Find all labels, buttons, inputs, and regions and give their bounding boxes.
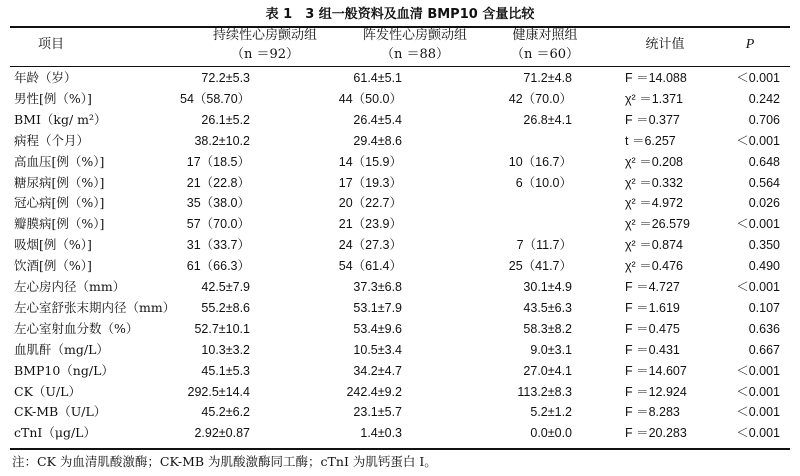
table-row [0,193,800,213]
cell-p-value: 0.490 [748,259,780,274]
cell-group3: 9.0±3.1 [530,342,572,357]
cell-group3 [500,193,572,213]
cell-statistic: F ＝0.431 [625,342,680,357]
cell-p-value: 0.706 [748,112,780,127]
row-item-label: 冠心病[例（%）] [14,195,105,211]
cell-group2: 29.4±8.6 [353,133,402,148]
cell-group2: 10.5±3.4 [353,342,402,357]
cell-p-value: ＜0.001 [736,384,780,399]
cell-group1: 61（66.3） [186,259,250,274]
cell-group2: 21（23.9） [338,217,402,232]
cell-statistic: F ＝4.727 [625,280,680,294]
cell-group3 [500,214,572,234]
cell-statistic: F ＝1.619 [625,300,680,315]
cell-group2: 54（61.4） [338,259,402,274]
table-caption: 表 1 3 组一般资料及血清 BMP10 含量比较 [265,7,535,22]
cell-group1: 55.2±8.6 [201,300,250,315]
header-group2-n: （n ＝88） [380,47,450,62]
table-row [0,277,800,297]
cell-statistic: F ＝12.924 [625,384,687,399]
cell-group1: 10.3±3.2 [201,342,250,357]
cell-p-value: ＜0.001 [736,363,780,378]
row-item-label: 血肌酐（mg/L） [14,341,109,357]
cell-group1: 21（22.8） [186,175,250,190]
cell-p-value: 0.636 [748,321,780,336]
cell-group1: 45.1±5.3 [201,363,250,378]
cell-group2: 61.4±5.1 [353,71,402,85]
cell-group3: 25（41.7） [508,259,572,274]
row-item-label: BMI（kg/ m²） [14,111,107,127]
table-row [0,89,800,109]
cell-group1: 38.2±10.2 [194,133,250,148]
table-row [0,131,800,151]
cell-group2: 37.3±6.8 [353,280,402,294]
row-item-label: 男性[例（%）] [14,90,92,106]
cell-group2: 242.4±9.2 [346,384,402,399]
cell-statistic: F ＝0.475 [625,321,680,336]
table-row [0,173,800,193]
cell-group3: 26.8±4.1 [523,112,572,127]
cell-statistic: F ＝0.377 [625,112,680,127]
table-row [0,319,800,339]
cell-group1: 292.5±14.4 [187,384,250,399]
cell-group3: 43.5±6.3 [523,300,572,315]
cell-group2: 23.1±5.7 [353,405,402,420]
cell-group3: 6（10.0） [515,175,572,190]
cell-statistic: χ² ＝4.972 [625,196,683,211]
table-bottom-rule [10,448,790,450]
cell-group3: 58.3±8.2 [523,321,572,336]
table-row [0,361,800,381]
row-item-label: cTnI（μg/L） [14,425,96,441]
cell-statistic: F ＝14.088 [625,71,687,85]
header-group1-name: 持续性心房颤动组 [212,28,317,43]
cell-group3: 27.0±4.1 [523,363,572,378]
cell-group3: 10（16.7） [508,154,572,169]
row-item-label: 饮酒[例（%）] [14,258,92,274]
cell-p-value: 0.564 [748,175,780,190]
cell-p-value: 0.667 [748,342,780,357]
row-item-label: 糖尿病[例（%）] [14,174,105,190]
cell-group2: 53.1±7.9 [353,300,402,315]
cell-p-value: ＜0.001 [736,426,780,441]
row-item-label: BMP10（ng/L） [14,362,114,378]
row-item-label: CK-MB（U/L） [14,404,107,420]
cell-group1: 26.1±5.2 [201,112,250,127]
table-header-rule [10,66,790,67]
cell-group1: 35（38.0） [186,196,250,211]
row-item-label: 瓣膜病[例（%）] [14,216,105,232]
cell-group1: 42.5±7.9 [201,280,250,294]
row-item-label: 吸烟[例（%）] [14,237,92,253]
header-p-value: P [745,37,755,52]
cell-group2: 24（27.3） [338,238,402,253]
cell-group2: 1.4±0.3 [360,426,402,441]
cell-group2: 44（50.0） [338,91,402,106]
cell-p-value: ＜0.001 [736,133,780,148]
row-item-label: 高血压[例（%）] [14,153,105,169]
cell-p-value: 0.107 [748,300,780,315]
table-row [0,402,800,422]
cell-p-value: ＜0.001 [736,405,780,420]
table-row [0,152,800,172]
table-row [0,423,800,443]
table-row [0,256,800,276]
cell-group3: 0.0±0.0 [530,426,572,441]
header-group1-n: （n ＝92） [230,47,300,62]
cell-statistic: χ² ＝0.332 [625,175,683,190]
cell-statistic: χ² ＝1.371 [625,91,683,106]
header-group2-name: 阵发性心房颤动组 [362,28,467,43]
table-row [0,382,800,402]
table-row [0,298,800,318]
table-row [0,68,800,88]
cell-group3: 42（70.0） [508,91,572,106]
header-group3-name: 健康对照组 [512,28,578,43]
header-statistic: 统计值 [645,37,685,52]
table-row [0,340,800,360]
row-item-label: 左心房内径（mm） [14,279,126,294]
cell-group1: 57（70.0） [186,217,250,232]
table-row [0,214,800,234]
row-item-label: CK（U/L） [14,383,81,399]
cell-group1: 2.92±0.87 [194,426,250,441]
cell-statistic: χ² ＝26.579 [625,217,690,232]
cell-p-value: ＜0.001 [736,217,780,232]
cell-p-value: ＜0.001 [736,280,780,294]
cell-statistic: F ＝20.283 [625,426,687,441]
cell-group2: 34.2±4.7 [353,363,402,378]
row-item-label: 左心室舒张末期内径（mm） [14,299,176,315]
cell-p-value: 0.242 [748,91,780,106]
cell-statistic: χ² ＝0.208 [625,154,683,169]
cell-statistic: t ＝6.257 [625,133,676,148]
cell-p-value: 0.350 [748,238,780,253]
row-item-label: 左心室射血分数（%） [14,320,139,336]
row-item-label: 病程（个月） [14,132,90,148]
cell-group1: 72.2±5.3 [201,71,250,85]
cell-group2: 14（15.9） [338,154,402,169]
cell-group1: 54（58.70） [180,91,251,106]
cell-statistic: F ＝14.607 [625,363,687,378]
cell-group1: 45.2±6.2 [201,405,250,420]
cell-p-value: ＜0.001 [736,71,780,85]
cell-group3: 30.1±4.9 [523,280,572,294]
cell-statistic: F ＝8.283 [625,405,680,420]
row-item-label: 年龄（岁） [14,70,77,85]
cell-group2: 53.4±9.6 [353,321,402,336]
cell-group2: 17（19.3） [338,175,402,190]
cell-p-value: 0.648 [748,154,780,169]
table-row [0,110,800,130]
cell-group3: 5.2±1.2 [530,405,572,420]
cell-group2: 20（22.7） [338,196,402,211]
header-item: 项目 [38,37,65,52]
cell-group1: 17（18.5） [186,154,250,169]
cell-p-value: 0.026 [748,196,780,211]
cell-group3: 7（11.7） [516,238,572,253]
cell-group3 [500,131,572,151]
table-footnote: 注：CK 为血清肌酸激酶；CK-MB 为肌酸激酶同工酶；cTnI 为肌钙蛋白 I。 [12,454,437,469]
cell-statistic: χ² ＝0.476 [625,259,683,274]
header-group3-n: （n ＝60） [510,47,580,62]
cell-group1: 52.7±10.1 [194,321,250,336]
cell-group1: 31（33.7） [186,238,250,253]
cell-group2: 26.4±5.4 [353,112,402,127]
table-row [0,235,800,255]
cell-group3: 71.2±4.8 [523,71,572,85]
cell-statistic: χ² ＝0.874 [625,238,683,253]
cell-group3: 113.2±8.3 [517,384,572,399]
